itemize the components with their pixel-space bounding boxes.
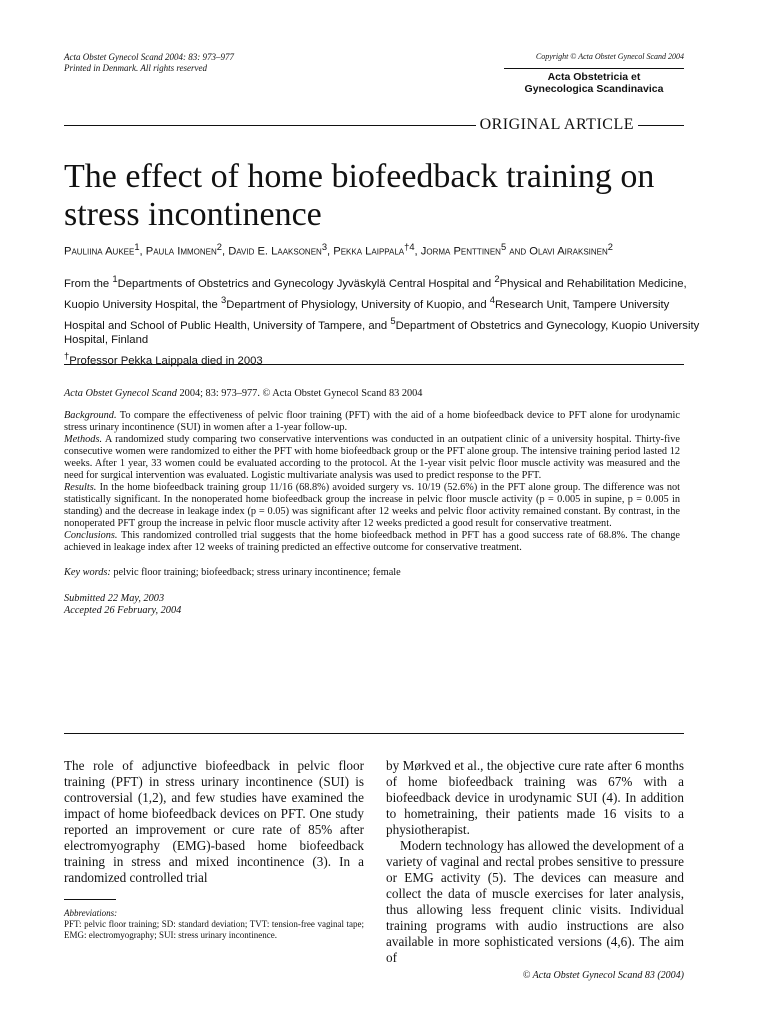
abstract-background <box>64 410 680 434</box>
abstract-heading: Conclusions. <box>64 530 118 541</box>
affil-text: From the <box>64 277 113 290</box>
body-paragraph: Modern technology has allowed the development of a variety of vaginal and rectal probes sensitive to pressure or EMG activity (5). The devices can measure and collect the data of muscle exercises for later analysis, thus allowing less frequent clinic visits. Individual training programs with audio instructions are also available in more sophisticated versions (4,6). The aim of <box>386 838 684 965</box>
deceased-note: †Professor Pekka Laippala died in 2003 <box>64 350 263 368</box>
abstract-citation <box>64 388 680 400</box>
abstract-text: This randomized controlled trial suggests that the home biofeedback method in PFT has a good success rate of 68.8%. The change achieved in leakage index after 12 weeks of training predicted an effective outcome for conservative treatment. <box>64 530 680 553</box>
author-sup: 3 <box>321 242 328 252</box>
article-title: The effect of home biofeedback training on stress incontinence <box>64 158 655 233</box>
citation-journal: Acta Obstet Gynecol Scand <box>64 388 177 399</box>
affiliations: From the $^1$Departments of Obstetrics and Gynecology Jyväskylä Central Hospital and $^2$Physical and Rehabilitation Medicine, Kuopio University Hospital, the $^3$Department of Physiology, University of Kuopio, and $^4$Research Unit, Tampere University Hospital and School of Public Health, University of Tampere, and $^5$Department of Obstetrics and Gynecology, Kuopio University Hospital, Finland †Professor Pekka Laippala died in 2003 <box>64 271 704 369</box>
affil-text: Physical and Rehabilitation Medicine, Kuopio University Hospital, the <box>64 277 687 311</box>
submitted-date: Submitted 22 May, 2003 <box>64 593 165 604</box>
footnote-rule <box>64 899 116 900</box>
body-column-left <box>64 758 364 886</box>
author-name: Jorma Penttinen <box>420 245 501 258</box>
body-column-right <box>386 758 684 966</box>
abstract-heading: Results. <box>64 482 97 493</box>
author-sup: 5 <box>500 242 507 252</box>
abstract-text: To compare the effectiveness of pelvic floor training (PFT) with the aid of a home biofeedback device to PFT alone for urodynamic stress urinary incontinence (SUI) in women after a 1-year follow-up. <box>64 410 680 433</box>
abstract-methods <box>64 434 680 482</box>
author-sup: 1 <box>134 242 140 252</box>
body-paragraph: by Mørkved et al., the objective cure rate after 6 months of home biofeedback training was 67% with a biofeedback device in urodynamic SUI (4). In addition to hometraining, their patients made 16 visits to a physiotherapist. <box>386 758 684 837</box>
affil-text: Department of Obstetrics and Gynecology, Kuopio University Hospital, Finland <box>64 319 700 347</box>
author-name: Pekka Laippala <box>333 245 405 258</box>
accepted-date: Accepted 26 February, 2004 <box>64 605 182 616</box>
body-paragraph: The role of adjunctive biofeedback in pelvic floor training (PFT) in stress urinary incontinence (SUI) is controversial (1,2), and few studies have examined the impact of home biofeedback devices on PFT. One study reported an improvement or cure rate of 85% after electromyography (EMG)-based home biofeedback training in stress and mixed incontinence (3). In a randomized controlled trial <box>64 758 364 885</box>
abstract-heading: Methods. <box>64 434 103 445</box>
section-rule-left <box>64 125 476 126</box>
author-sup: 2 <box>216 242 222 252</box>
footnote <box>64 908 364 941</box>
abstract-text: In the home biofeedback training group 11/16 (68.8%) avoided surgery vs. 10/19 (52.6%) in the PFT alone group. The difference was not statistically significant. In the nonoperated home biofeedback group the increase in pelvic floor muscle activity (p = 0.005 in supine, p = 0.005 in standing) and the decrease in leakage index (p = 0.05) was significant after 12 weeks and pelvic floor activity remained constant. By contrast, in the nonoperated PFT group the increase in pelvic floor muscle activity after 12 weeks predicted a good result for conservative treatment. <box>64 482 680 529</box>
footnote-text: PFT: pelvic floor training; SD: standard deviation; TVT: tension-free vaginal tape; EMG: electromyography; SUI: stress urinary incontinence. <box>64 919 364 940</box>
footnote-label: Abbreviations: <box>64 908 118 918</box>
affil-text: Research Unit, Tampere University Hospital and School of Public Health, University of Tampere, and <box>64 298 670 332</box>
abstract-results <box>64 482 680 530</box>
citation-line: Acta Obstet Gynecol Scand 2004: 83: 973–977 <box>64 52 234 62</box>
keywords-text: pelvic floor training; biofeedback; stress urinary incontinence; female <box>110 567 401 578</box>
abstract <box>64 388 680 617</box>
journal-name <box>504 68 684 95</box>
citation-rest: 2004; 83: 973–977. © Acta Obstet Gynecol Scand 83 2004 <box>176 388 423 399</box>
author-name: Pauliina Aukee <box>64 245 135 258</box>
journal-name-line2: Gynecologica Scandinavica <box>524 83 664 95</box>
journal-citation-header <box>64 52 234 74</box>
author-name: Paula Immonen <box>145 245 217 258</box>
author-name: Olavi Airaksinen <box>529 245 608 258</box>
section-label: ORIGINAL ARTICLE <box>479 116 634 133</box>
section-rule <box>64 116 684 134</box>
author-sup: †4 <box>404 242 415 252</box>
author-sup: 2 <box>607 242 613 252</box>
rights-line: Printed in Denmark. All rights reserved <box>64 63 207 73</box>
abstract-text: A randomized study comparing two conservative interventions was conducted in an outpatient clinic of a university hospital. Thirty-five consecutive women were randomized to either the PFT with home biofeedback group or the PFT alone group. The intensive training period lasted 12 weeks. After 1 year, 33 women could be evaluated according to the protocol. At the 1-year visit pelvic floor muscle activity was measured and the need for surgical intervention was evaluated. Logistic multivariate analysis was used to predict response to the PFT. <box>64 434 680 481</box>
copyright-header: Copyright © Acta Obstet Gynecol Scand 2004 <box>535 52 684 61</box>
journal-name-line1: Acta Obstetricia et <box>547 71 641 83</box>
page-footer: © Acta Obstet Gynecol Scand 83 (2004) <box>522 970 684 981</box>
deceased-note-text: Professor Pekka Laippala died in 2003 <box>69 355 263 368</box>
divider <box>64 364 684 365</box>
affil-text: Department of Physiology, University of Kuopio, and <box>226 298 490 311</box>
keywords <box>64 567 680 579</box>
keywords-label: Key words: <box>64 567 111 578</box>
affil-text: Departments of Obstetrics and Gynecology Jyväskylä Central Hospital and <box>117 277 495 290</box>
section-rule-right <box>638 125 684 126</box>
abstract-conclusions <box>64 530 680 554</box>
abstract-heading: Background. <box>64 410 117 421</box>
author-list: Pauliina Aukee$^1$, Paula Immonen$^2$, David E. Laaksonen$^3$, Pekka Laippala$^{\dagger 4}$, Jorma Penttinen$^5$ and Olavi Airaksinen$^2$ <box>64 242 613 258</box>
divider <box>64 733 684 734</box>
author-name: David E. Laaksonen <box>228 245 322 258</box>
